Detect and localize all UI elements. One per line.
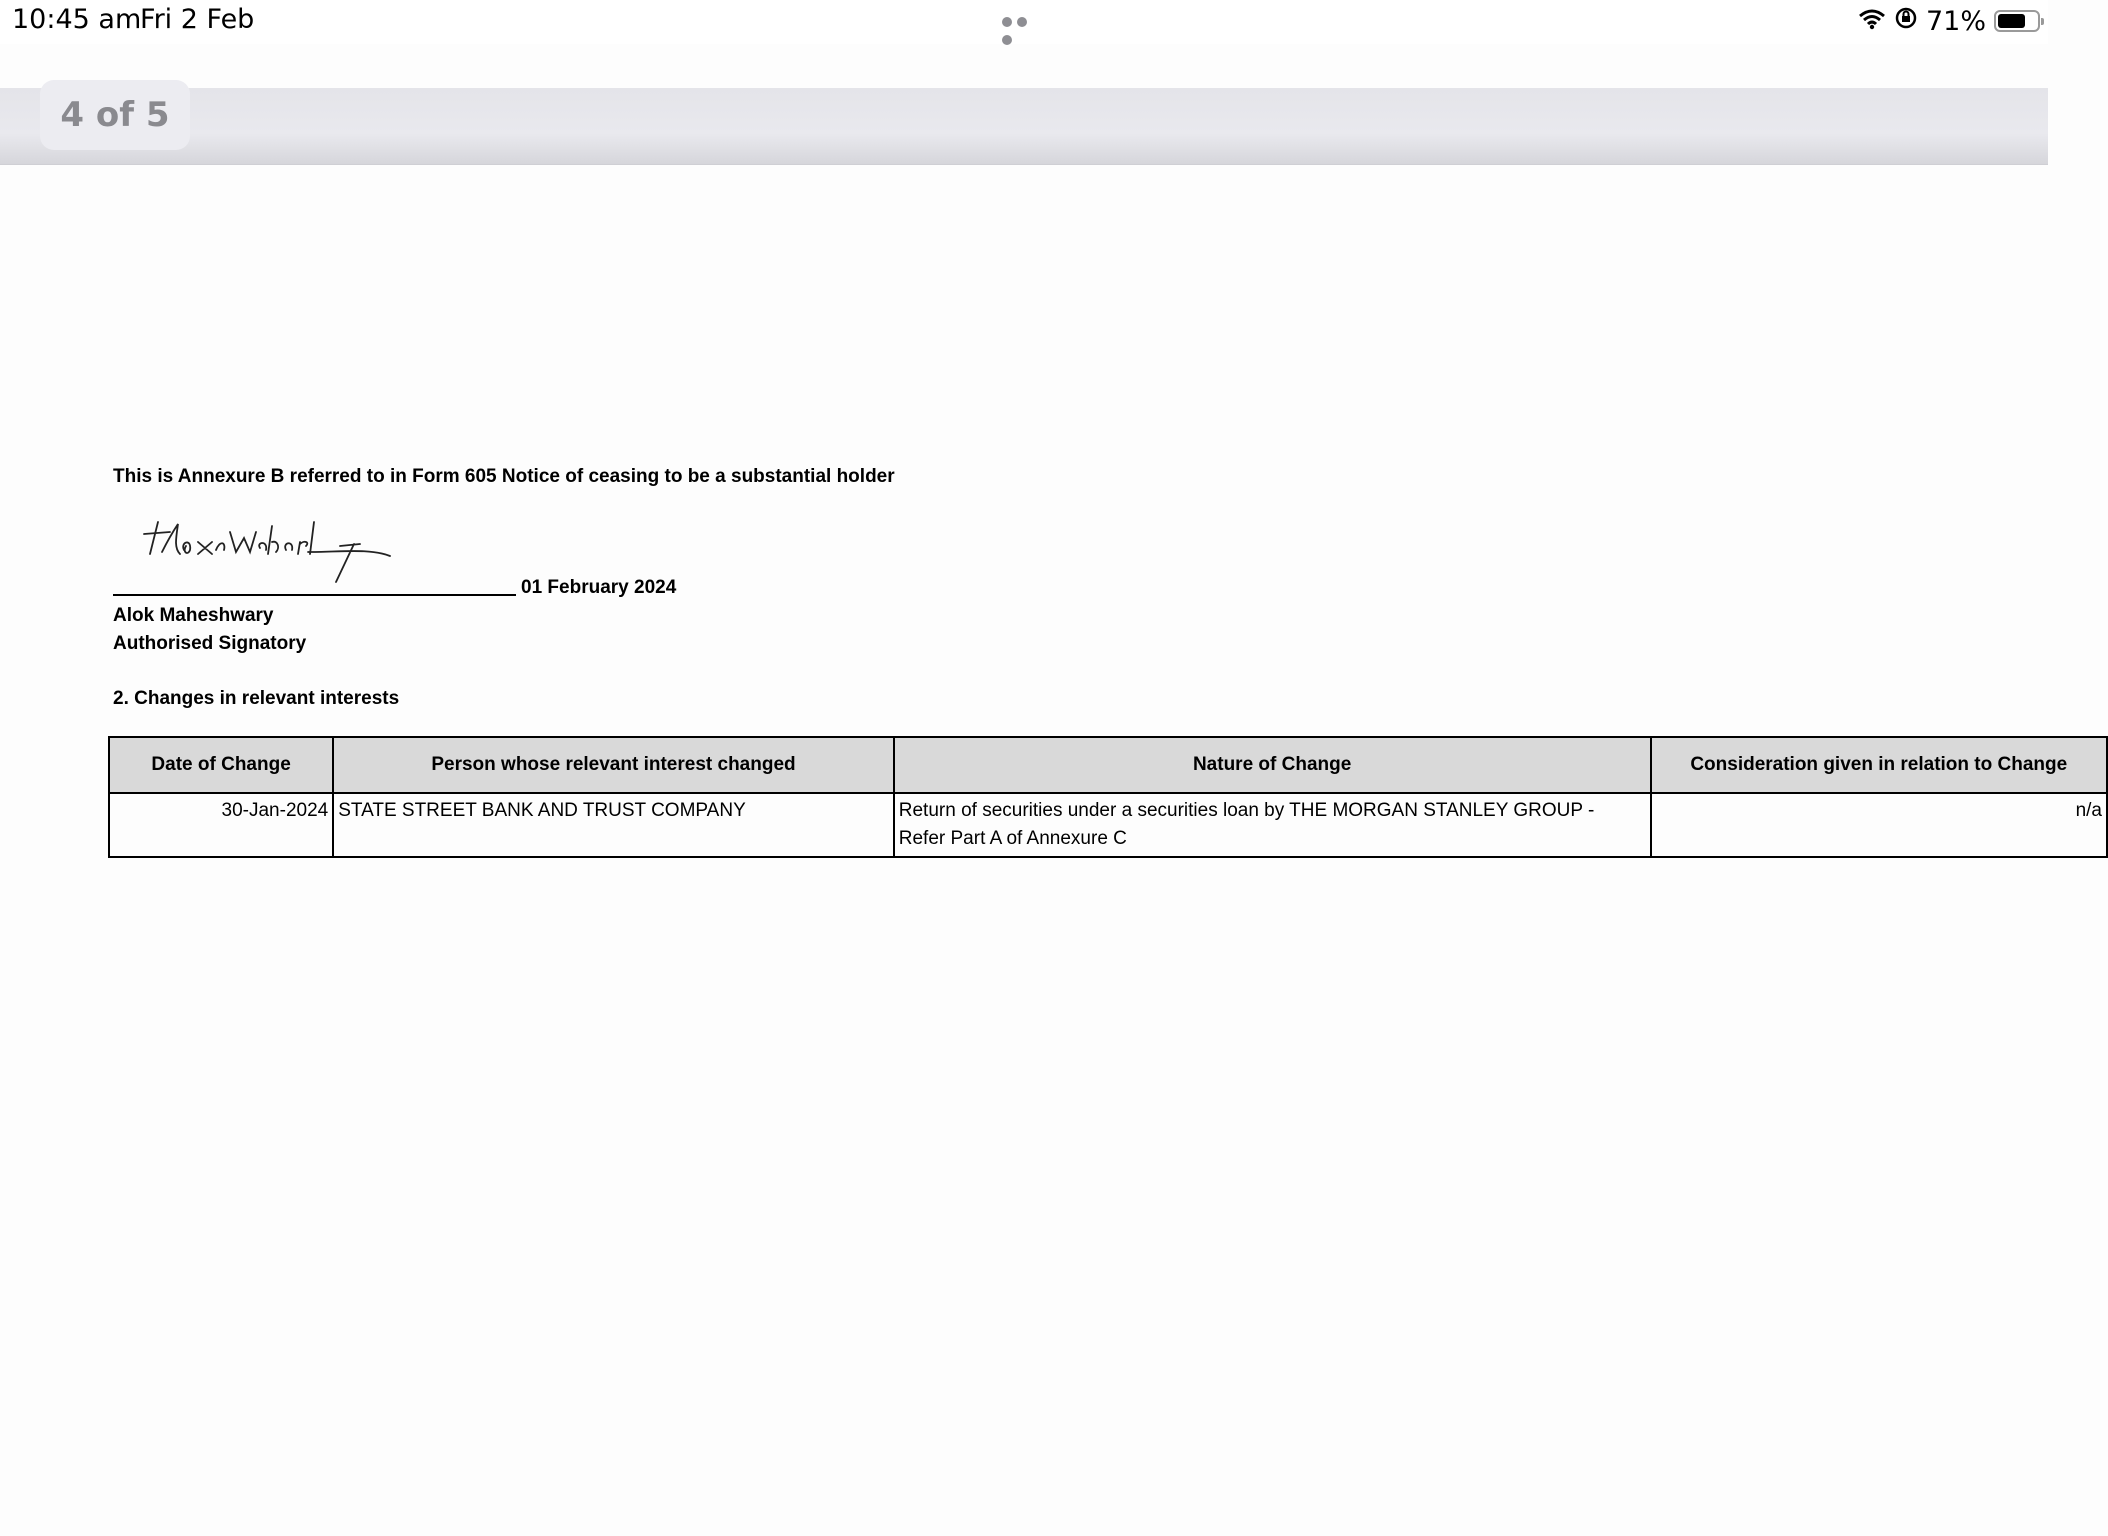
signatory-role: Authorised Signatory <box>113 633 307 654</box>
rotation-lock-icon <box>1894 6 1918 37</box>
status-bar <box>0 0 2048 44</box>
wifi-icon <box>1858 6 1886 37</box>
status-time: 10:45 am <box>12 4 142 35</box>
annexure-statement: This is Annexure B referred to in Form 605 Notice of ceasing to be a substantial holder <box>113 466 895 487</box>
document-page <box>0 166 2102 1536</box>
status-indicators <box>1858 4 2040 38</box>
cell-nature: Return of securities under a securities loan by THE MORGAN STANLEY GROUP - Refer Part A of Annexure C <box>894 793 1651 857</box>
header-date-of-change: Date of Change <box>109 737 333 793</box>
header-nature-of-change: Nature of Change <box>894 737 1651 793</box>
header-person: Person whose relevant interest changed <box>333 737 894 793</box>
page-indicator: 4 of 5 <box>40 80 190 150</box>
cell-person: STATE STREET BANK AND TRUST COMPANY <box>333 793 894 857</box>
battery-percent: 71% <box>1925 5 1986 37</box>
table-row <box>109 793 2107 857</box>
viewer-toolbar <box>0 88 2048 165</box>
changes-table-wrapper <box>108 736 2102 858</box>
header-consideration: Consideration given in relation to Change <box>1651 737 2107 793</box>
multitasking-dots-icon[interactable] <box>1002 14 1046 26</box>
section-heading: 2. Changes in relevant interests <box>113 688 400 709</box>
cell-date: 30-Jan-2024 <box>109 793 333 857</box>
cell-consideration: n/a <box>1651 793 2107 857</box>
battery-icon <box>1994 10 2040 32</box>
table-header-row <box>109 737 2107 793</box>
signatory-name: Alok Maheshwary <box>113 605 274 626</box>
handwritten-signature <box>140 512 400 592</box>
status-date: Fri 2 Feb <box>140 4 255 35</box>
signature-date: 01 February 2024 <box>521 577 677 598</box>
changes-table <box>108 736 2108 858</box>
signature-line <box>113 594 516 596</box>
